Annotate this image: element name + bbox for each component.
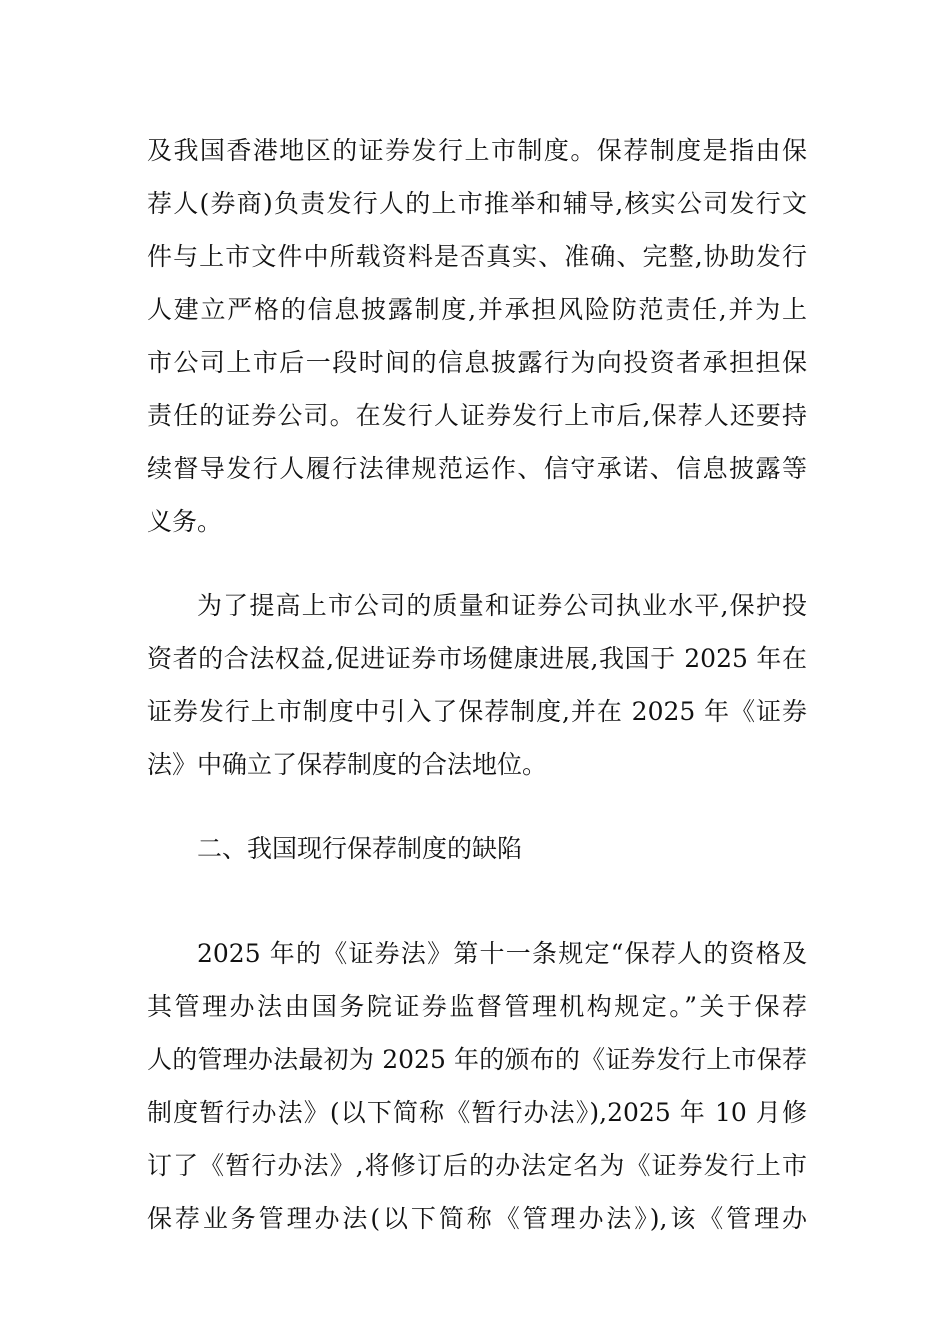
paragraph-2-line-3: 证券发行上市制度中引入了保荐制度,并在 2025 年《证券 bbox=[147, 697, 807, 726]
paragraph-3-line-4: 制度暂行办法》(以下简称《暂行办法》),2025 年 10 月修 bbox=[147, 1098, 807, 1127]
paragraph-1-line-6: 责任的证券公司。在发行人证券发行上市后,保荐人还要持 bbox=[147, 401, 807, 430]
paragraph-1-line-8: 义务。 bbox=[147, 507, 223, 536]
paragraph-3-line-2: 其管理办法由国务院证券监督管理机构规定。”关于保荐 bbox=[147, 992, 807, 1021]
paragraph-1-line-1: 及我国香港地区的证券发行上市制度。保荐制度是指由保 bbox=[147, 136, 807, 165]
paragraph-3-line-1: 2025 年的《证券法》第十一条规定“保荐人的资格及 bbox=[197, 939, 807, 968]
paragraph-1-line-4: 人建立严格的信息披露制度,并承担风险防范责任,并为上 bbox=[147, 295, 807, 324]
section-heading: 二、我国现行保荐制度的缺陷 bbox=[197, 834, 523, 863]
paragraph-1-line-7: 续督导发行人履行法律规范运作、信守承诺、信息披露等 bbox=[147, 454, 807, 483]
paragraph-2-line-1: 为了提高上市公司的质量和证券公司执业水平,保护投 bbox=[197, 591, 807, 620]
paragraph-1-line-2: 荐人(券商)负责发行人的上市推举和辅导,核实公司发行文 bbox=[147, 189, 807, 218]
paragraph-3-line-3: 人的管理办法最初为 2025 年的颁布的《证券发行上市保荐 bbox=[147, 1045, 807, 1074]
paragraph-3-line-6: 保荐业务管理办法(以下简称《管理办法》),该《管理办 bbox=[147, 1204, 807, 1233]
paragraph-1-line-3: 件与上市文件中所载资料是否真实、准确、完整,协助发行 bbox=[147, 242, 807, 271]
paragraph-3-line-5: 订了《暂行办法》,将修订后的办法定名为《证券发行上市 bbox=[147, 1151, 807, 1180]
paragraph-2-line-2: 资者的合法权益,促进证券市场健康进展,我国于 2025 年在 bbox=[147, 644, 807, 673]
paragraph-1-line-5: 市公司上市后一段时间的信息披露行为向投资者承担担保 bbox=[147, 348, 807, 377]
paragraph-2-line-4: 法》中确立了保荐制度的合法地位。 bbox=[147, 750, 548, 779]
